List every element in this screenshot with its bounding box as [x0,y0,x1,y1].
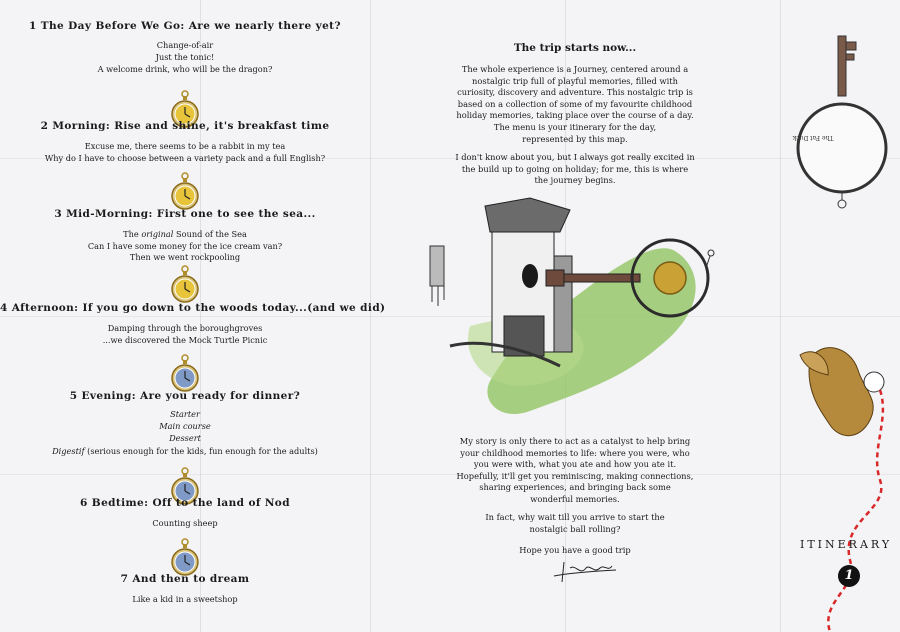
intro-line: your childhood memories to life: where you were, who [460,447,690,458]
itinerary-label: ITINERARY [800,538,893,551]
intro-paragraph-4 [450,512,700,535]
pocket-watch-icon [170,265,200,305]
section-line: Then we went rockpooling [129,252,241,262]
section-title: 4 Afternoon: If you go down to the woods today...(and we did) [0,302,386,314]
key-tag-text: The Fat Duck [792,134,834,141]
intro-title: The trip starts now... [513,42,637,54]
section-line: The original Sound of the Sea [123,229,247,239]
intro-line: In fact, why wait till you arrive to start the [485,512,665,522]
section-line: Main course [159,421,211,431]
eagle-illustration [800,348,884,436]
section-title: 5 Evening: Are you ready for dinner? [69,390,301,402]
intro-line: you were with, what you ate and how you ate it. [473,459,677,470]
intro-line: nostalgic ball rolling? [529,523,621,534]
intro-line: The whole experience is a Journey, centered around a [461,64,689,74]
intro-paragraph-1 [450,64,700,145]
intro-paragraph-3 [450,436,700,506]
intro-line: the journey begins. [534,175,616,186]
intro-line: My story is only there to act as a catalyst to help bring [459,436,691,446]
itinerary-number: 1 [844,568,854,583]
intro-line: I don't know about you, but I always got really excited in [455,152,695,162]
pocket-watch-icon [170,172,200,212]
itinerary-list-panel [0,0,386,632]
intro-line: holiday memories, taking place over the course of a day. [456,110,694,121]
section-line: ...we discovered the Mock Turtle Picnic [102,335,268,345]
intro-line: represented by this map. [522,133,628,144]
section-line: Why do I have to choose between a variety pack and a full English? [44,153,326,163]
section-line: Counting sheep [152,518,218,528]
section-line: Excuse me, there seems to be a rabbit in my tea [84,141,286,151]
section-line: Change-of-air [156,40,214,50]
handwritten-signature [550,558,620,584]
section-title: 1 The Day Before We Go: Are we nearly there yet? [29,20,341,32]
key-tag-illustration [798,36,886,208]
intro-line: Hopefully, it'll get you reminiscing, making connections, [456,470,694,481]
intro-line: based on a collection of some of my favourite childhood [457,98,693,109]
section-line: Starter [170,409,200,419]
intro-panel [370,0,780,632]
section-line: Like a kid in a sweetshop [132,594,238,604]
intro-paragraph-5 [450,545,700,557]
gold-coin [654,262,686,294]
pocket-watch-icon [170,354,200,394]
section-line: Can I have some money for the ice cream van? [87,241,283,251]
intro-line: sharing experiences, and bringing back some [479,482,671,493]
section-line: Just the tonic! [155,52,215,62]
section-title: 7 And then to dream [120,573,250,585]
section-line: A welcome drink, who will be the dragon? [97,64,273,74]
section-title: 2 Morning: Rise and shine, it's breakfast time [40,120,330,132]
intro-line: The menu is your itinerary for the day, [493,121,657,132]
pocket-watch-icon [170,538,200,578]
section-line: Digestif (serious enough for the kids, fun enough for the adults) [52,446,318,456]
intro-line: Hope you have a good trip [519,545,631,555]
house-key-illustration [410,196,740,428]
intro-line: curiosity, discovery and adventure. This nostalgic trip is [457,87,693,98]
intro-line: nostalgic trip full of playful memories, filled with [472,75,678,86]
section-title: 6 Bedtime: Off to the land of Nod [80,497,290,509]
section-line: Damping through the boroughgroves [107,323,263,333]
section-title: 3 Mid-Morning: First one to see the sea... [54,208,316,220]
intro-line: the build up to going on holiday; for me, this is where [461,163,689,174]
section-line: Dessert [169,433,201,443]
intro-line: wonderful memories. [530,493,620,504]
intro-paragraph-2 [450,152,700,187]
